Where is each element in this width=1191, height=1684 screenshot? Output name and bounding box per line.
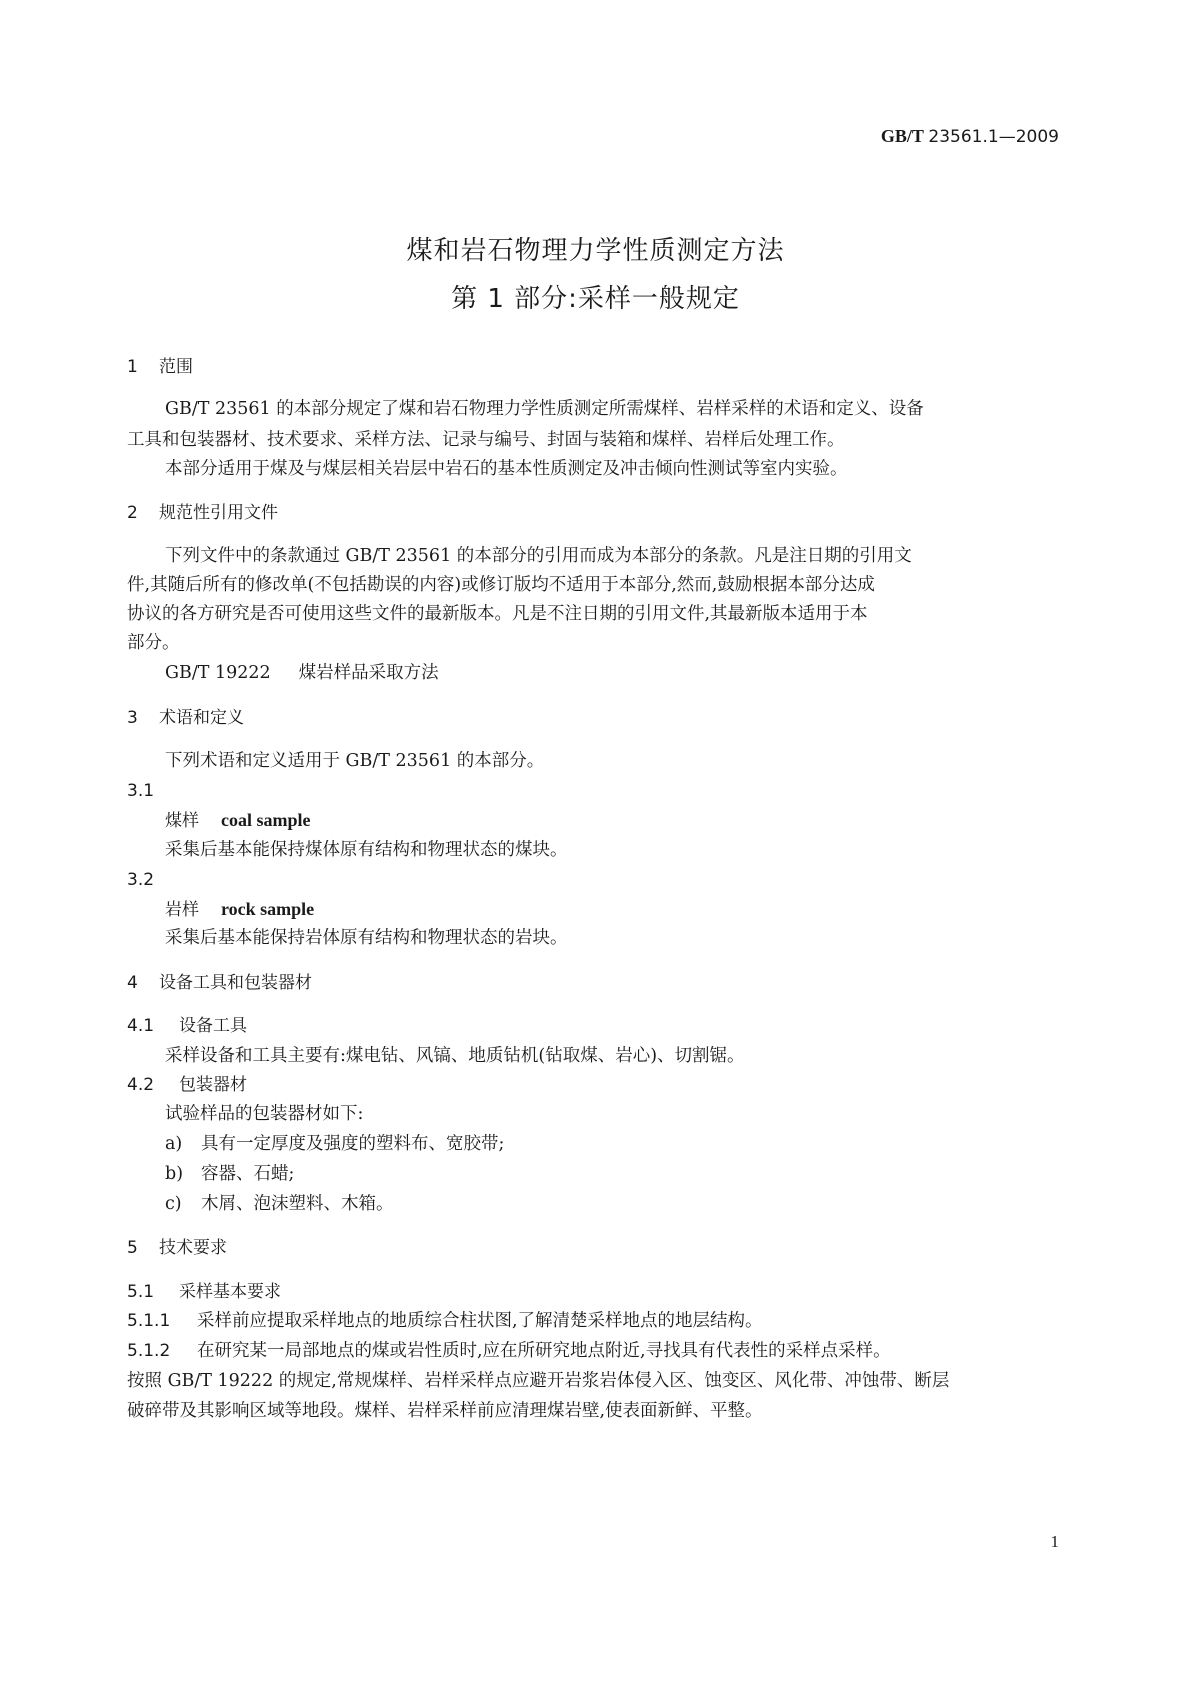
paragraph-line: 采样设备和工具主要有:煤电钻、风镐、地质钻机(钻取煤、岩心)、切割锯。 xyxy=(165,1046,745,1066)
subsection-heading-sampling-basics: 5.1 采样基本要求 xyxy=(127,1282,281,1302)
term-entry xyxy=(165,898,314,921)
clause: 5.1.2 在研究某一局部地点的煤或岩性质时,应在所研究地点附近,寻找具有代表性的采样点采样。 xyxy=(127,1341,891,1361)
clause: 5.1.1 采样前应提取采样地点的地质综合柱状图,了解清楚采样地点的地层结构。 xyxy=(127,1311,763,1331)
standard-prefix: GB/T xyxy=(880,126,924,146)
section-heading-equipment: 4 设备工具和包装器材 xyxy=(127,973,312,993)
term-number: 3.1 xyxy=(127,781,155,801)
paragraph-line: 部分。 xyxy=(127,633,180,653)
clause-number: 5.1.2 xyxy=(127,1341,171,1361)
paragraph-line: GB/T 23561 的本部分规定了煤和岩石物理力学性质测定所需煤样、岩样采样的术语和定义、设备 xyxy=(165,399,924,419)
clause-number: 5.1.1 xyxy=(127,1311,171,1331)
document-title: 煤和岩石物理力学性质测定方法 xyxy=(406,236,785,266)
term-chinese: 煤样 xyxy=(165,811,199,831)
paragraph-line: 协议的各方研究是否可使用这些文件的最新版本。凡是不注日期的引用文件,其最新版本适用于本 xyxy=(127,604,868,624)
standard-code: 23561.1—2009 xyxy=(928,127,1059,147)
document-subtitle: 第 1 部分:采样一般规定 xyxy=(451,284,740,314)
term-chinese: 岩样 xyxy=(165,900,199,920)
reference-code: GB/T 19222 xyxy=(165,663,271,683)
section-heading-scope: 1 范围 xyxy=(127,357,193,377)
page-number: 1 xyxy=(1050,1532,1059,1551)
list-item: a) 具有一定厚度及强度的塑料布、宽胶带; xyxy=(165,1134,505,1154)
subsection-heading-tools: 4.1 设备工具 xyxy=(127,1016,247,1036)
list-item: c) 木屑、泡沫塑料、木箱。 xyxy=(165,1194,394,1214)
section-heading-normative-references: 2 规范性引用文件 xyxy=(127,503,278,523)
reference-title: 煤岩样品采取方法 xyxy=(298,663,439,683)
paragraph-line: 按照 GB/T 19222 的规定,常规煤样、岩样采样点应避开岩浆岩体侵入区、蚀变区、风化带、冲蚀带、断层 xyxy=(127,1371,950,1391)
term-definition: 采集后基本能保持岩体原有结构和物理状态的岩块。 xyxy=(165,928,568,948)
paragraph-line: 本部分适用于煤及与煤层相关岩层中岩石的基本性质测定及冲击倾向性测试等室内实验。 xyxy=(165,459,848,479)
paragraph-line: 破碎带及其影响区域等地段。煤样、岩样采样前应清理煤岩壁,使表面新鲜、平整。 xyxy=(127,1401,763,1421)
section-heading-technical-requirements: 5 技术要求 xyxy=(127,1238,227,1258)
term-definition: 采集后基本能保持煤体原有结构和物理状态的煤块。 xyxy=(165,840,568,860)
term-english: coal sample xyxy=(221,810,311,830)
paragraph-line: 工具和包装器材、技术要求、采样方法、记录与编号、封固与装箱和煤样、岩样后处理工作。 xyxy=(127,430,845,450)
term-entry xyxy=(165,809,311,832)
section-heading-terms: 3 术语和定义 xyxy=(127,708,244,728)
reference-entry xyxy=(165,662,439,684)
list-item: b) 容器、石蜡; xyxy=(165,1164,295,1184)
standard-number xyxy=(881,126,1059,147)
paragraph-line: 下列文件中的条款通过 GB/T 23561 的本部分的引用而成为本部分的条款。凡是注日期的引用文 xyxy=(165,546,912,566)
paragraph-line: 试验样品的包装器材如下: xyxy=(165,1104,364,1124)
paragraph-line: 下列术语和定义适用于 GB/T 23561 的本部分。 xyxy=(165,751,545,771)
term-english: rock sample xyxy=(221,899,315,919)
term-number: 3.2 xyxy=(127,870,155,890)
paragraph-line: 件,其随后所有的修改单(不包括勘误的内容)或修订版均不适用于本部分,然而,鼓励根据本部分达成 xyxy=(127,575,875,595)
subsection-heading-packaging: 4.2 包装器材 xyxy=(127,1075,247,1095)
